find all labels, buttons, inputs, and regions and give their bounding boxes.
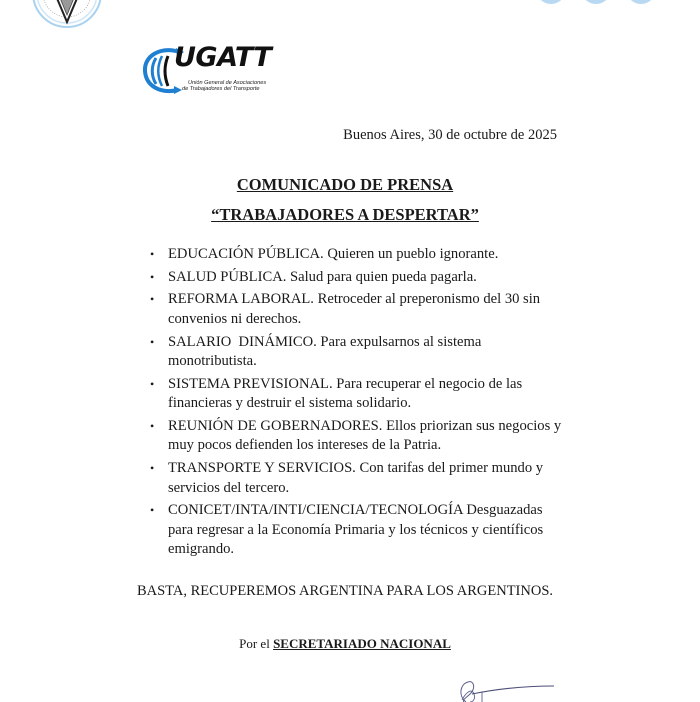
list-item bbox=[148, 459, 568, 498]
list-item bbox=[148, 417, 568, 456]
list-item-text: SALUD PÚBLICA. Salud para quien pueda pagarla. bbox=[168, 268, 477, 285]
bullet-icon: • bbox=[150, 461, 155, 476]
list-item bbox=[148, 375, 568, 414]
logo-subtitle-line2: de Trabajadores del Transporte bbox=[182, 86, 260, 92]
logo-wordmark: UGATT bbox=[174, 42, 272, 73]
list-item-text: REFORMA LABORAL. Retroceder al preperonismo del 30 sin convenios ni derechos. bbox=[168, 291, 541, 327]
seal-icon bbox=[32, 0, 102, 28]
bullet-icon: • bbox=[150, 376, 155, 391]
list-item bbox=[148, 333, 568, 372]
bullet-icon: • bbox=[150, 503, 155, 518]
signed-organization: SECRETARIADO NACIONAL bbox=[273, 636, 451, 651]
bullet-icon: • bbox=[150, 247, 155, 261]
logo-subtitle-line1: Unión General de Asociaciones bbox=[188, 80, 267, 86]
bullet-icon: • bbox=[150, 269, 155, 284]
bullet-icon: • bbox=[150, 418, 155, 433]
closing-statement: BASTA, RECUPEREMOS ARGENTINA PARA LOS ARGENTINOS. bbox=[136, 583, 554, 599]
decorative-dot bbox=[581, 0, 611, 4]
bullet-icon: • bbox=[150, 292, 155, 307]
bullet-icon: • bbox=[150, 334, 155, 349]
signed-prefix: Por el bbox=[239, 636, 270, 651]
date-line: Buenos Aires, 30 de octubre de 2025 bbox=[343, 127, 557, 143]
list-item bbox=[148, 245, 568, 265]
document-title: COMUNICADO DE PRENSA bbox=[236, 175, 454, 194]
list-item-text: CONICET/INTA/INTI/CIENCIA/TECNOLOGÍA Desguazadas para regresar a la Economía Primaria y los técnicos y científicos emigrando. bbox=[168, 502, 544, 558]
list-item-text: REUNIÓN DE GOBERNADORES. Ellos priorizan sus negocios y muy pocos defienden los intereses de la Patria. bbox=[168, 417, 562, 454]
list-item bbox=[148, 501, 568, 560]
decorative-dot bbox=[626, 0, 656, 4]
list-item bbox=[148, 290, 568, 329]
decorative-dot bbox=[536, 0, 566, 4]
list-item bbox=[148, 268, 568, 288]
signed-by bbox=[0, 636, 690, 652]
list-item-text: SALARIO DINÁMICO. Para expulsarnos al sistema monotributista. bbox=[168, 333, 485, 370]
demands-list bbox=[148, 245, 568, 563]
ugatt-logo bbox=[140, 44, 280, 98]
handwritten-signature bbox=[452, 678, 562, 702]
list-item-text: SISTEMA PREVISIONAL. Para recuperar el negocio de las financieras y destruir el sistema solidario. bbox=[168, 375, 523, 412]
document-subtitle: “TRABAJADORES A DESPERTAR” bbox=[211, 205, 479, 224]
list-item-text: EDUCACIÓN PÚBLICA. Quieren un pueblo ignorante. bbox=[168, 246, 499, 262]
list-item-text: TRANSPORTE Y SERVICIOS. Con tarifas del primer mundo y servicios del tercero. bbox=[168, 460, 544, 496]
